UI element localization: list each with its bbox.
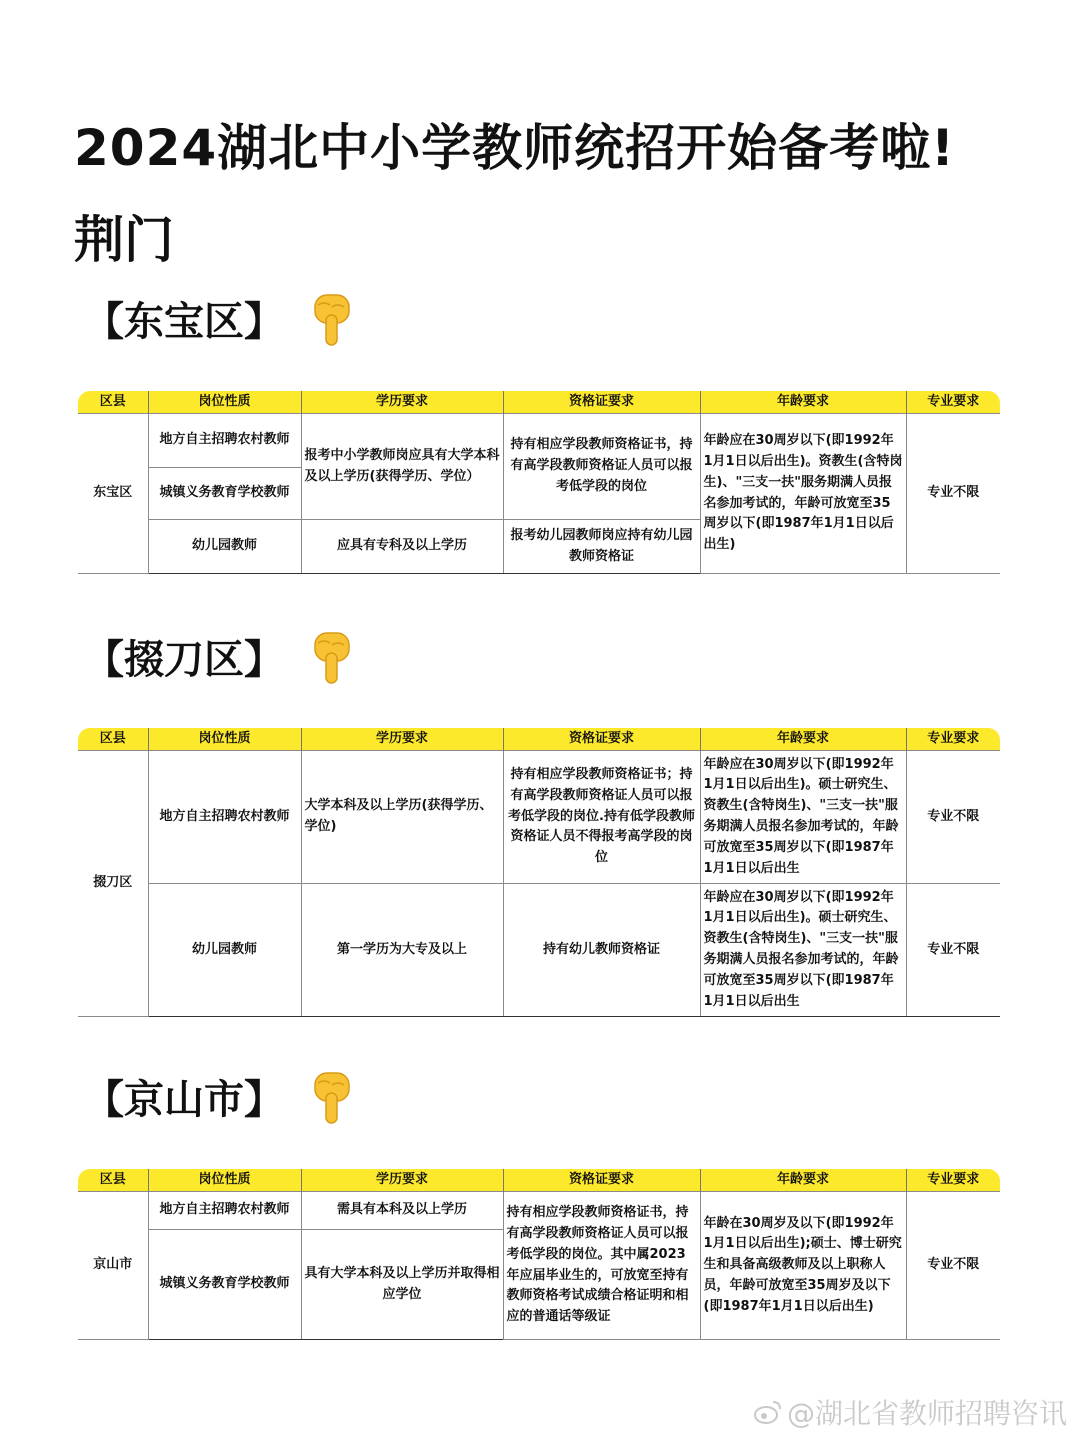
table-jingshan [78,1169,1000,1340]
header-age: 年龄要求 [700,1169,906,1192]
table-row [78,751,1000,884]
cell-education: 具有大学本科及以上学历并取得相应学位 [301,1230,503,1340]
cell-post: 地方自主招聘农村教师 [148,751,301,884]
backhand-pointing-down-icon [310,629,354,685]
header-certificate: 资格证要求 [503,728,700,751]
cell-certificate: 持有相应学段教师资格证书；持有高学段教师资格证人员可以报考低学段的岗位.持有低学段教师资格证人员不得报考高学段的岗位 [503,751,700,884]
cell-certificate: 持有幼儿教师资格证 [503,884,700,1017]
cell-post: 幼儿园教师 [148,884,301,1017]
header-education: 学历要求 [301,728,503,751]
cell-district: 东宝区 [78,414,148,574]
table-row [78,414,1000,468]
cell-education: 报考中小学教师岗应具有大学本科及以上学历(获得学历、学位） [301,414,503,520]
cell-education: 大学本科及以上学历(获得学历、学位) [301,751,503,884]
header-post: 岗位性质 [148,1169,301,1192]
cell-education: 需具有本科及以上学历 [301,1192,503,1230]
section-heading-duodao [84,628,354,685]
cell-post: 地方自主招聘农村教师 [148,1192,301,1230]
cell-education: 第一学历为大专及以上 [301,884,503,1017]
header-age: 年龄要求 [700,391,906,414]
section-heading-label: 【京山市】 [84,1077,284,1123]
table-row [78,1192,1000,1230]
backhand-pointing-down-icon [310,291,354,347]
table-dongbao [78,391,1000,574]
header-district: 区县 [78,391,148,414]
header-certificate: 资格证要求 [503,1169,700,1192]
table-header-row [78,391,1000,414]
section-heading-label: 【东宝区】 [84,299,284,345]
cell-post: 地方自主招聘农村教师 [148,414,301,468]
header-district: 区县 [78,728,148,751]
cell-major: 专业不限 [906,751,1000,884]
cell-age: 年龄应在30周岁以下(即1992年1月1日以后出生)。硕士研究生、资教生(含特岗生)、"三支一扶"服务期满人员报名参加考试的，年龄可放宽至35周岁以下(即1987年1月1日以后出生 [700,751,906,884]
header-major: 专业要求 [906,1169,1000,1192]
page-title: 2024湖北中小学教师统招开始备考啦! [74,119,955,177]
cell-district: 掇刀区 [78,751,148,1017]
header-post: 岗位性质 [148,728,301,751]
cell-age: 年龄应在30周岁以下(即1992年1月1日以后出生)。硕士研究生、资教生(含特岗生)、"三支一扶"服务期满人员报名参加考试的，年龄可放宽至35周岁以下(即1987年1月1日以后出生 [700,884,906,1017]
watermark [753,1392,1067,1432]
cell-age: 年龄应在30周岁以下(即1992年1月1日以后出生)。资教生(含特岗生)、"三支一扶"服务期满人员报名参加考试的，年龄可放宽至35周岁以下(即1987年1月1日以后出生) [700,414,906,574]
section-heading-jingshan [84,1068,354,1125]
cell-major: 专业不限 [906,1192,1000,1340]
cell-certificate: 报考幼儿园教师岗应持有幼儿园教师资格证 [503,520,700,574]
header-certificate: 资格证要求 [503,391,700,414]
cell-age: 年龄在30周岁及以下(即1992年1月1日以后出生);硕士、博士研究生和具备高级教师及以上职称人员，年龄可放宽至35周岁及以下(即1987年1月1日以后出生) [700,1192,906,1340]
cell-certificate: 持有相应学段教师资格证书，持有高学段教师资格证人员可以报考低学段的岗位。其中属2023年应届毕业生的，可放宽至持有教师资格考试成绩合格证明和相应的普通话等级证 [503,1192,700,1340]
table-header-row [78,1169,1000,1192]
section-heading-dongbao [84,290,354,347]
weibo-icon [753,1399,783,1425]
table-row [78,884,1000,1017]
cell-post: 城镇义务教育学校教师 [148,468,301,520]
cell-education: 应具有专科及以上学历 [301,520,503,574]
header-major: 专业要求 [906,728,1000,751]
cell-major: 专业不限 [906,414,1000,574]
header-district: 区县 [78,1169,148,1192]
table-header-row [78,728,1000,751]
header-post: 岗位性质 [148,391,301,414]
header-education: 学历要求 [301,391,503,414]
cell-district: 京山市 [78,1192,148,1340]
watermark-text: @湖北省教师招聘咨讯 [786,1397,1067,1430]
cell-post: 城镇义务教育学校教师 [148,1230,301,1340]
table-duodao [78,728,1000,1017]
section-heading-label: 【掇刀区】 [84,637,284,683]
cell-major: 专业不限 [906,884,1000,1017]
cell-certificate: 持有相应学段教师资格证书，持有高学段教师资格证人员可以报考低学段的岗位 [503,414,700,520]
backhand-pointing-down-icon [310,1069,354,1125]
cell-post: 幼儿园教师 [148,520,301,574]
header-education: 学历要求 [301,1169,503,1192]
header-major: 专业要求 [906,391,1000,414]
city-title: 荆门 [74,211,174,269]
header-age: 年龄要求 [700,728,906,751]
